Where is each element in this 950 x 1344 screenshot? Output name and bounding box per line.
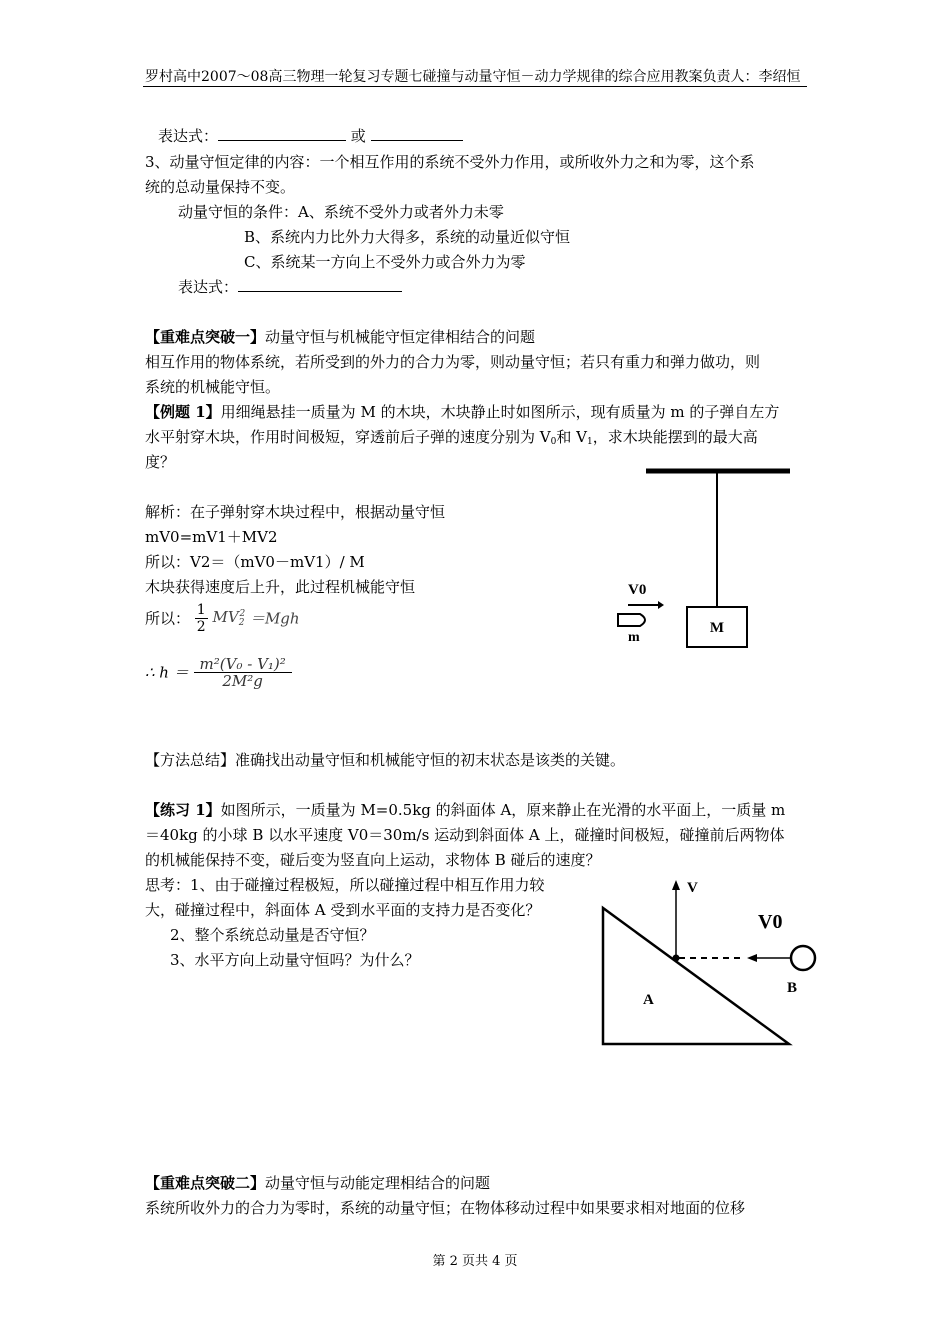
answer-blank-3 [238,277,402,292]
bullet-shape [618,614,645,626]
practice1-text-1: 如图所示，一质量为 M=0.5kg 的斜面体 A，原来静止在光滑的水平面上，一质量 m [220,801,786,819]
example1-text-2b: 和 V [556,428,587,446]
think-1: 思考：1、由于碰撞过程极短，所以碰撞过程中相互作用力较 [145,876,545,894]
example1-line-2: 水平射穿木块，作用时间极短，穿透前后子弹的速度分别为 $V_0$和 $V_1$，求木块能摆到的最大高 [145,428,758,447]
b-label: B [787,980,798,996]
condition-b: B、系统内力比外力大得多，系统的动量近似守恒 [244,228,571,246]
section2-heading-bracket: 【重难点突破二】 [145,1174,266,1192]
so-label: 所以： [145,609,191,628]
height-formula [145,656,292,689]
method-summary [145,750,625,770]
v-label: V [687,880,698,896]
example1-label: 【例题 1】 [145,403,221,421]
bullet-m-label: m [628,630,640,645]
answer-blank-1 [218,126,346,141]
pendulum-figure [600,460,810,660]
incline-figure [595,870,825,1055]
or-text: 或 [350,127,366,145]
half-numerator: 1 [196,602,206,618]
expression-label-2: 表达式： [178,278,239,296]
method-label: 【方法总结】 [145,751,236,769]
v0-label-2 [758,911,782,933]
mgh-term: ＝Mgh [249,609,300,628]
velocity-arrow-head [658,601,664,609]
half-fraction [195,602,208,635]
example1-line-1 [145,402,779,422]
height-numerator: m²(V₀ - V₁)² [194,656,292,673]
velocity-up-head [672,880,680,890]
practice1-line-1 [145,800,785,820]
v0-text-2: V0 [758,911,783,933]
example1-text-1: 用细绳悬挂一质量为 M 的木块，木块静止时如图所示，现有质量为 m 的子弹自左方 [220,403,780,421]
solution-line-3: 所以：V2＝（mV0－mV1）/ M [145,553,365,571]
mv-term: $MV_2^2$ [212,608,246,628]
expression-line-2 [178,277,402,297]
section2-desc-line-1: 系统所收外力的合力为零时，系统的动量守恒；在物体移动过程中如果要求相对地面的位移 [145,1199,746,1217]
practice1-line-3: 的机械能保持不变，碰后变为竖直向上运动，求物体 B 碰后的速度？ [145,851,601,869]
condition-c: C、系统某一方向上不受外力或合外力为零 [244,253,526,271]
practice1-line-2: ＝40kg 的小球 B 以水平速度 V0＝30m/s 运动到斜面体 A 上，碰撞时间极短，碰撞前后两物体 [145,826,785,844]
height-fraction [194,656,292,689]
example1-line-3: 度？ [145,453,176,471]
expression-label: 表达式： [158,127,219,145]
block-M-label: M [709,620,725,636]
section1-heading-bracket: 【重难点突破一】 [145,328,266,346]
section1-desc-line-2: 系统的机械能守恒。 [145,378,281,396]
height-denominator: 2M²g [222,672,263,690]
section2-heading-text: 动量守恒与动能定理相结合的问题 [265,1174,491,1192]
practice1-label: 【练习 1】 [145,801,221,819]
law-statement-line-1: 3、动量守恒定律的内容：一个相互作用的系统不受外力作用，或所收外力之和为零，这个系 [145,153,755,171]
solution-line-2: mV0=mV1＋MV2 [145,528,278,546]
think-3: 3、水平方向上动量守恒吗？为什么？ [170,951,420,969]
law-statement-line-2: 统的总动量保持不变。 [145,178,296,196]
expression-line-1 [158,126,463,146]
page-footer: 第 2 页共 4 页 [432,1254,518,1269]
example1-text-2a: 水平射穿木块，作用时间极短，穿透前后子弹的速度分别为 V [145,428,551,446]
collision-point [673,955,680,962]
example1-text-2c: ，求木块能摆到的最大高 [592,428,758,446]
condition-a: 动量守恒的条件：A、系统不受外力或者外力未零 [178,203,504,221]
section1-heading-text: 动量守恒与机械能守恒定律相结合的问题 [265,328,536,346]
energy-formula [145,602,300,635]
think-1-cont: 大，碰撞过程中，斜面体 A 受到水平面的支持力是否变化？ [145,901,541,919]
header-rule [143,86,807,87]
ball-velocity-head [747,954,757,962]
method-text: 准确找出动量守恒和机械能守恒的初末状态是该类的关键。 [235,751,626,769]
page-header-title: 罗村高中2007～08高三物理一轮复习专题七碰撞与动量守恒－动力学规律的综合应用教案负责人：李绍恒 [145,69,801,85]
velocity-v0-label [628,582,646,598]
a-label: A [643,992,654,1008]
solution-line-4: 木块获得速度后上升，此过程机械能守恒 [145,578,416,596]
solution-line-1: 解析：在子弹射穿木块过程中，根据动量守恒 [145,503,446,521]
think-2: 2、整个系统总动量是否守恒？ [170,926,375,944]
section1-heading [145,327,535,347]
section1-desc-line-1: 相互作用的物体系统，若所受到的外力的合力为零，则动量守恒；若只有重力和弹力做功，则 [145,353,761,371]
answer-blank-2 [371,126,463,141]
half-denominator: 2 [196,619,206,635]
section2-heading [145,1173,490,1193]
therefore-h: ∴ h ＝ [145,663,189,682]
mv-text: MV [212,608,239,626]
ball-B [791,946,815,970]
v0-text: V0 [628,582,647,598]
